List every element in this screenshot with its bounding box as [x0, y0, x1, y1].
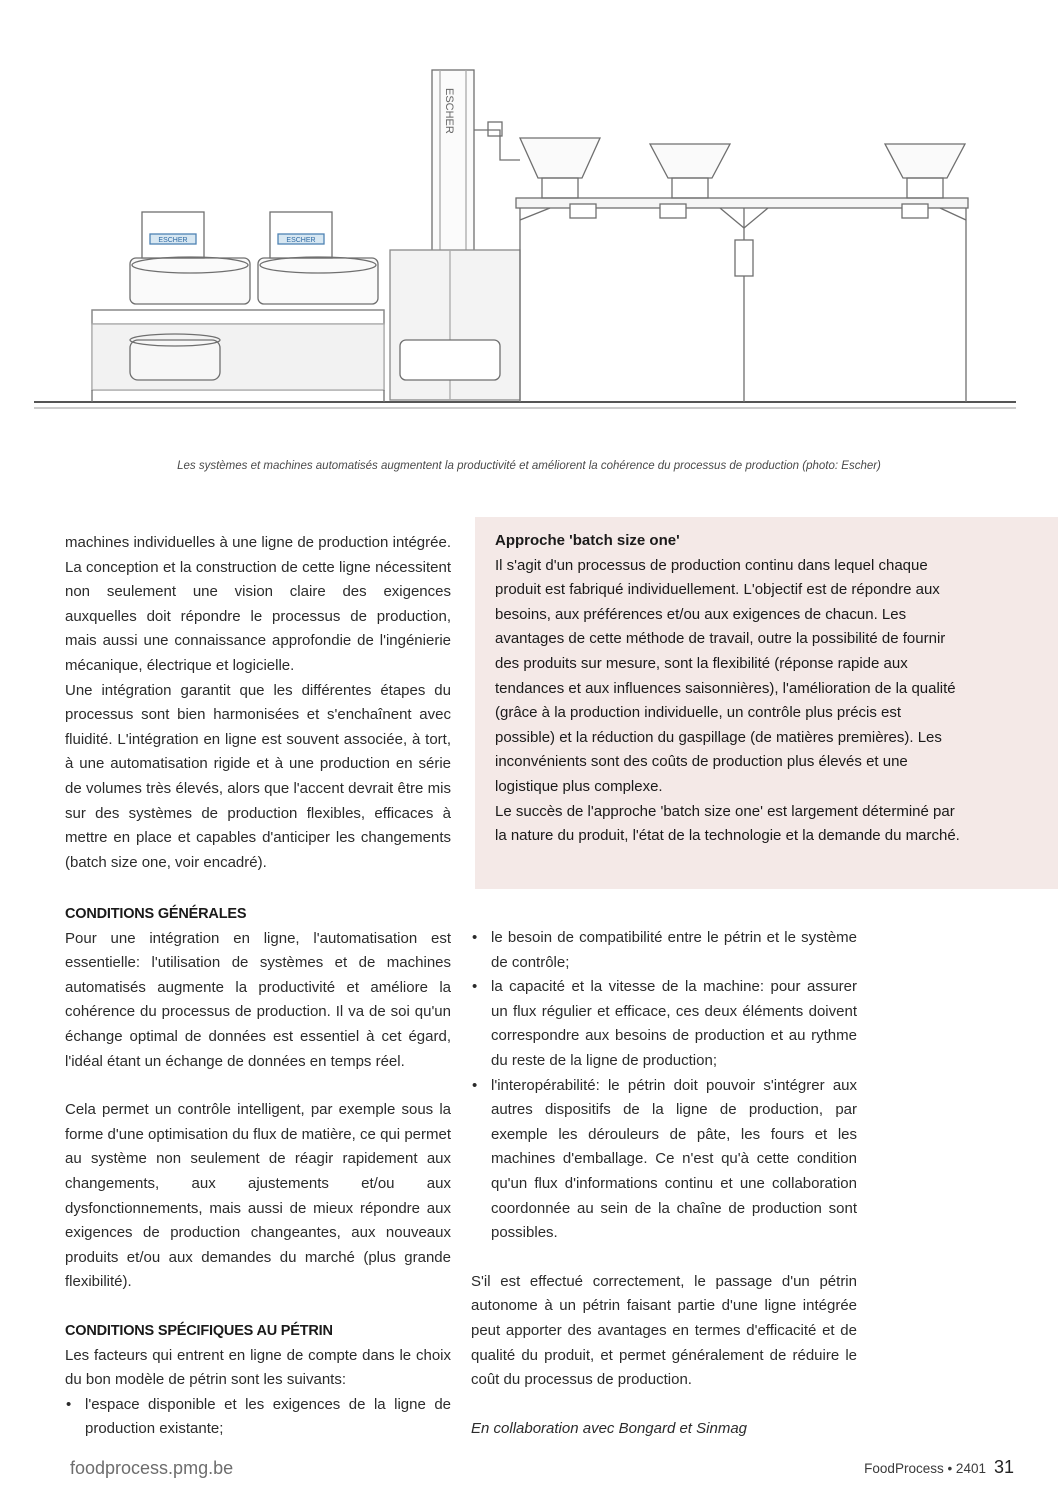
paragraph: Cela permet un contrôle intelligent, par exemple sous la forme d'une optimisation du flux de matière, ce qui permet au système non seulement de réagir rapidement aux changements, aux ajustements et/ou aux dysfonctionnements, mais aussi de mieux répondre aux exigences de production changeantes, aux nouveaux produits et/ou aux demandes du marché (plus grande flexibilité). — [65, 1101, 451, 1291]
mixer-2-logo: ESCHER — [286, 237, 316, 244]
paragraph: Pour une intégration en ligne, l'automatisation est essentielle: l'utilisation de systèmes et de machines automatisés augmente la productivité et améliore la cohérence du processus de production. Il va de soi qu'un échange optimal de données est essentiel à cet égard, l'idéal étant un échange de données en temps réel. — [65, 929, 451, 1070]
column-1-intro — [65, 531, 451, 875]
list-item: • la capacité et la vitesse de la machine: pour assurer un flux régulier et efficace, ces deux éléments doivent correspondre aux besoins de production et au rythme du reste de la ligne de production; — [471, 975, 857, 1073]
paragraph: machines individuelles à une ligne de production intégrée. La conception et la construction de cette ligne nécessitent non seulement une vision claire des exigences auxquelles doit répondre le processus de production, mais aussi une connaissance approfondie de l'ingénierie mécanique, électrique et logicielle. — [65, 534, 451, 674]
column-2 — [471, 926, 857, 1441]
list-item: • l'espace disponible et les exigences de la ligne de production existante; — [65, 1393, 451, 1442]
list-item: • l'interopérabilité: le pétrin doit pouvoir s'intégrer aux autres dispositifs de la ligne de production, par exemple les dérouleurs de pâte, les fours et les machines d'emballage. Ce n'est qu'à cette condition qu'un flux d'informations continu et une collaboration coordonnée au sein de la chaîne de production sont possibles. — [471, 1074, 857, 1246]
paragraph: S'il est effectué correctement, le passage d'un pétrin autonome à un pétrin faisant partie d'une ligne intégrée peut apporter des avantages en termes d'efficacité et de qualité du produit, et permet généralement de réduire le coût du processus de production. — [471, 1272, 857, 1389]
box-paragraph: Il s'agit d'un processus de production continu dans lequel chaque produit est fabriqué individuellement. L'objectif est de répondre aux besoins, aux préférences et/ou aux exigences de chacun. Les avantages de cette méthode de travail, outre la possibilité de fournir des produits sur mesure, sont la flexibilité (réponse rapide aux tendances et aux influences saisonnières), l'amélioration de la qualité (grâce à la production individuelle, un contrôle plus précis est possible) et la réduction du gaspillage (de matières premières). Les inconvénients sont des coûts de production plus élevés et une logistique plus complexe. — [495, 556, 956, 795]
box-title: Approche 'batch size one' — [495, 532, 680, 549]
issue-label: FoodProcess • 2401 — [864, 1461, 986, 1476]
lift-tower-logo: ESCHER — [443, 88, 455, 134]
batch-size-one-box — [475, 517, 1058, 889]
bullet-list — [471, 926, 857, 1246]
page-number: 31 — [993, 1457, 1014, 1477]
mixer-1-logo: ESCHER — [158, 237, 188, 244]
section-heading: CONDITIONS GÉNÉRALES — [65, 906, 247, 922]
footer-url[interactable]: foodprocess.pmg.be — [70, 1458, 234, 1478]
column-1-conditions — [65, 902, 451, 1442]
footer-issue — [864, 1457, 1014, 1478]
figure-caption: Les systèmes et machines automatisés augmentent la productivité et améliorent la cohérence du processus de production (photo: Escher) — [177, 460, 881, 472]
section-heading: CONDITIONS SPÉCIFIQUES AU PÉTRIN — [65, 1322, 333, 1339]
paragraph: Une intégration garantit que les différentes étapes du processus sont bien harmonisées et s'enchaînent avec fluidité. L'intégration en ligne est souvent associée, à tort, à une automatisation rigide et à une production en série de volumes très élevés, alors que l'accent devrait être mis sur des systèmes de production flexibles, efficaces à mettre en place et capables d'anticiper les changements (batch size one, voir encadré). — [65, 681, 451, 871]
box-paragraph: Le succès de l'approche 'batch size one' est largement déterminé par la nature du produit, l'état de la technologie et la demande du marché. — [495, 802, 960, 845]
production-line-drawing — [30, 60, 1020, 420]
bullet-list — [65, 1393, 451, 1442]
credit-line: En collaboration avec Bongard et Sinmag — [471, 1419, 748, 1437]
list-item: • le besoin de compatibilité entre le pétrin et le système de contrôle; — [471, 926, 857, 975]
paragraph: Les facteurs qui entrent en ligne de compte dans le choix du bon modèle de pétrin sont les suivants: — [65, 1346, 451, 1389]
